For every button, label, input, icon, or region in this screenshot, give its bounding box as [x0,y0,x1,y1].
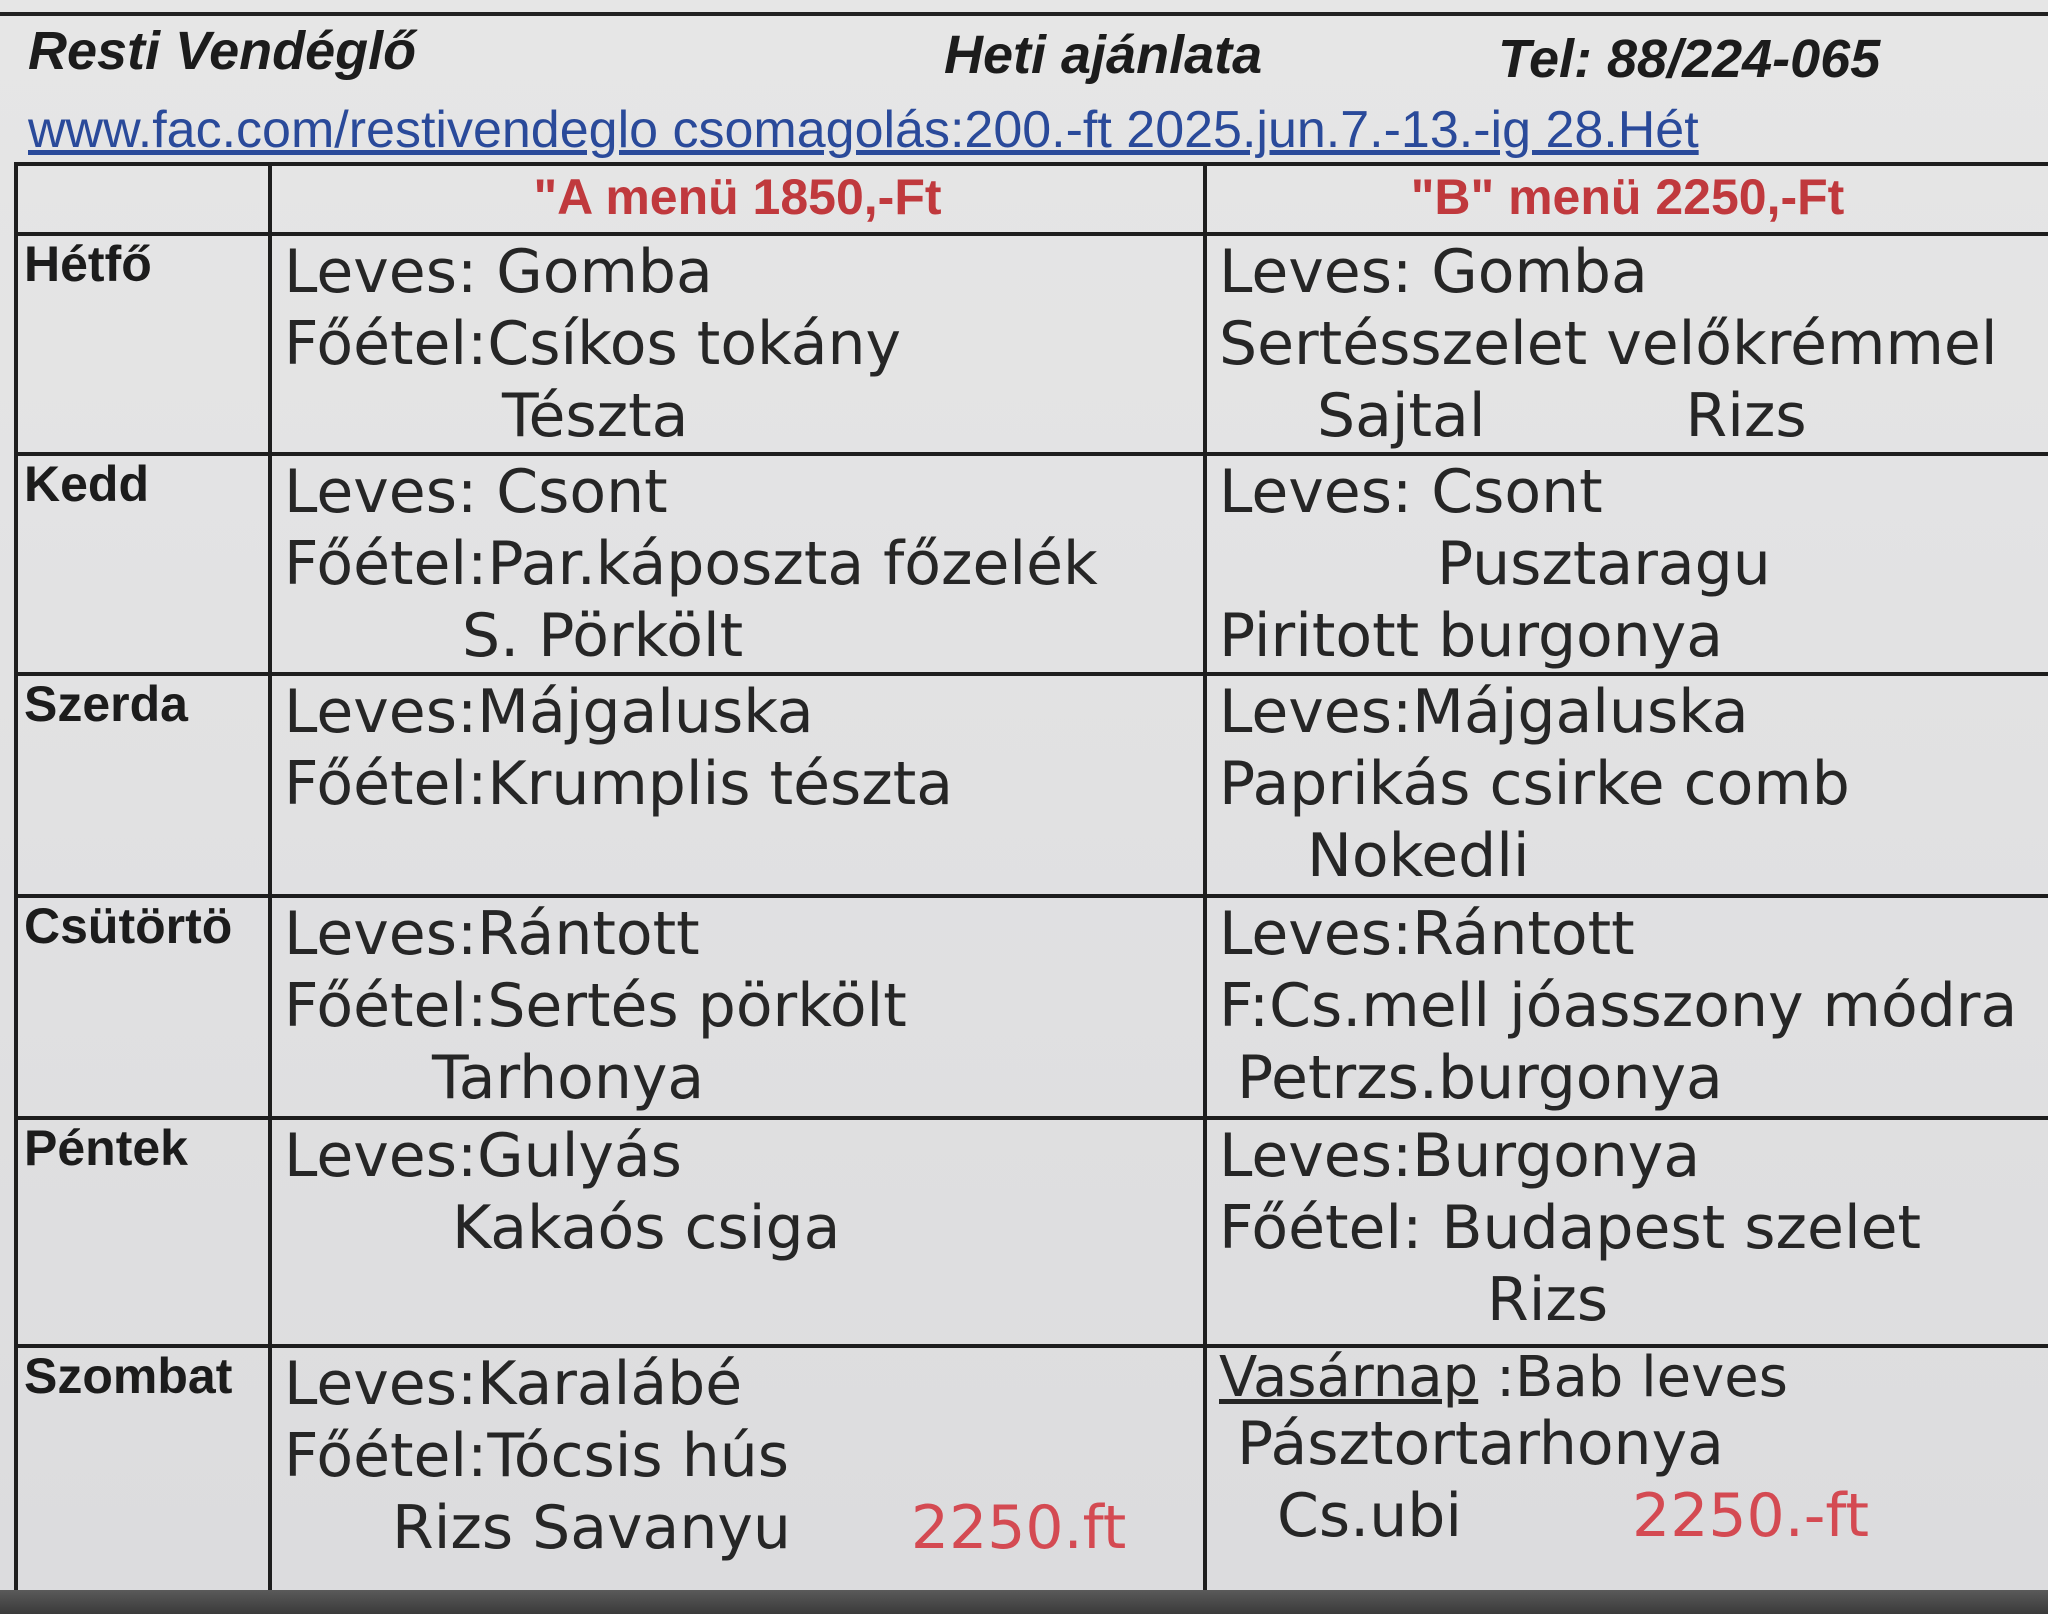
b-soup: Leves:Májgaluska [1219,677,1749,747]
table-row [16,674,2048,896]
a-side: Rizs Savanyu [392,1493,791,1563]
a-soup: Leves: Gomba [284,237,713,307]
table-surface [0,1590,2048,1614]
b-menu-cell [1205,234,2048,454]
a-main: Főétel:Krumplis tészta [284,749,954,819]
a-menu-cell [270,1346,1205,1592]
a-main: Főétel:Sertés pörkölt [284,971,907,1041]
a-main: Főétel:Tócsis hús [284,1421,790,1491]
a-side-line [272,1492,1203,1564]
a-menu-cell [270,234,1205,454]
weekly-offer-title: Heti ajánlata [944,25,1263,85]
day-label: Kedd [16,454,270,674]
b-side: Rizs [1487,1265,1609,1335]
table-row [16,234,2048,454]
a-dessert: Kakaós csiga [452,1193,841,1263]
top-rule [0,12,2048,16]
b-side: Cs.ubi [1277,1481,1463,1551]
b-soup: Leves:Rántott [1219,899,1635,969]
a-soup: Leves:Rántott [284,899,700,969]
b-soup: Leves: Gomba [1219,237,1648,307]
b-main: Sertésszelet velőkrémmel [1219,309,1998,379]
day-label: Hétfő [16,234,270,454]
a-main: Főétel:Csíkos tokány [284,309,902,379]
b-menu-cell [1205,1346,2048,1592]
table-row [16,454,2048,674]
b-menu-header: "B" menü 2250,-Ft [1205,164,2048,234]
b-side-2: Rizs [1685,381,1807,451]
b-soup: Leves: Csont [1219,457,1603,527]
b-soup: Leves:Burgonya [1219,1121,1701,1191]
day-label: Szerda [16,674,270,896]
b-main: Paprikás csirke comb [1219,749,1850,819]
a-soup: Leves:Májgaluska [284,677,814,747]
b-side: Piritott burgonya [1219,601,1724,671]
a-menu-cell [270,454,1205,674]
a-menu-cell [270,674,1205,896]
a-main: Főétel:Par.káposzta főzelék [284,529,1098,599]
b-side: Petrzs.burgonya [1237,1043,1723,1113]
day-label: Csütörtö [16,896,270,1118]
b-menu-cell [1205,674,2048,896]
b-side-line [1207,1480,2048,1552]
day-label: Péntek [16,1118,270,1346]
a-menu-cell [270,1118,1205,1346]
a-soup: Leves: Csont [284,457,668,527]
b-main: F:Cs.mell jóasszony módra [1219,971,2018,1041]
b-main: Főétel: Budapest szelet [1219,1193,1922,1263]
info-line[interactable]: www.fac.com/restivendeglo csomagolás:200.-ft 2025.jun.7.-13.-ig 28.Hét [28,101,1699,159]
b-menu-cell [1205,896,2048,1118]
corner-cell [16,164,270,234]
a-side: Tészta [502,381,689,451]
b-soup: :Bab leves [1496,1346,1788,1410]
b-side-line [1207,380,2048,452]
a-price: 2250.ft [910,1493,1127,1563]
a-menu-header: "A menü 1850,-Ft [270,164,1205,234]
b-main: Pásztortarhonya [1237,1409,1724,1479]
day-label: Szombat [16,1346,270,1592]
b-side-1: Sajtal [1317,381,1486,451]
a-side: Tarhonya [432,1043,705,1113]
a-soup: Leves:Gulyás [284,1121,682,1191]
sunday-soup-line [1207,1348,2048,1408]
a-side: S. Pörkölt [462,601,744,671]
sunday-label: Vasárnap [1219,1346,1479,1410]
b-main: Pusztaragu [1437,529,1771,599]
table-header-row [16,164,2048,234]
table-row [16,1118,2048,1346]
b-side: Nokedli [1307,821,1530,891]
b-menu-cell [1205,1118,2048,1346]
table-row [16,1346,2048,1592]
b-menu-cell [1205,454,2048,674]
a-soup: Leves:Karalábé [284,1349,743,1419]
table-row [16,896,2048,1118]
a-menu-cell [270,896,1205,1118]
b-price: 2250.-ft [1632,1481,1870,1551]
restaurant-name: Resti Vendéglő [28,21,417,81]
phone-number: Tel: 88/224-065 [1498,29,1881,89]
weekly-menu-table [14,162,2048,1594]
